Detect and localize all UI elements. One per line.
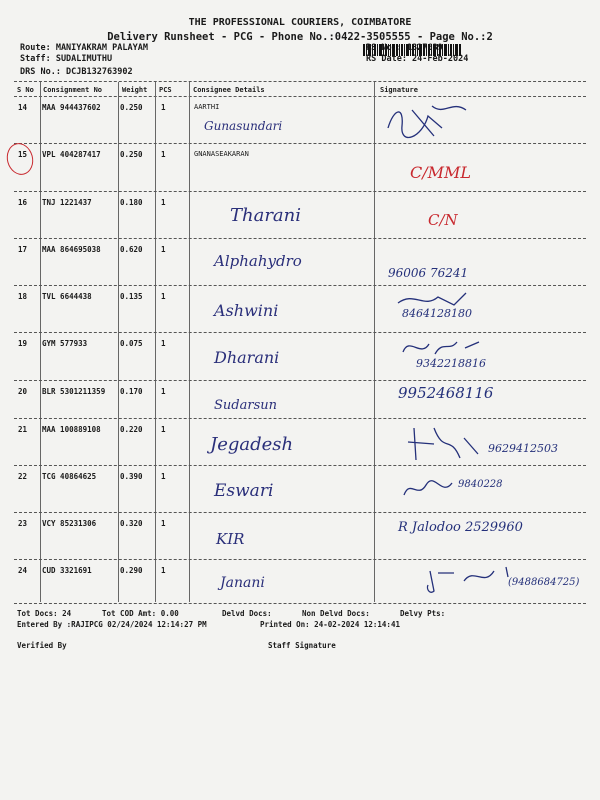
row-weight: 0.290: [120, 566, 143, 575]
row-consignment: GYM 577933: [42, 339, 88, 348]
verified-by-label: Verified By: [17, 641, 67, 650]
row-weight: 0.135: [120, 292, 143, 301]
table-row: [14, 145, 586, 191]
row-signature: 8464128180: [402, 307, 472, 320]
row-weight: 0.180: [120, 198, 143, 207]
row-consignee: AARTHI: [194, 103, 220, 111]
row-sno: 20: [18, 387, 28, 396]
table-row: [14, 467, 586, 513]
col-sno: S No: [17, 86, 34, 94]
table-row: [14, 334, 586, 380]
row-consignment: TCG 40864625: [42, 472, 97, 481]
total-docs: Tot Docs: 24: [17, 609, 72, 618]
table-row: [14, 193, 586, 239]
row-signature: 9342218816: [416, 357, 486, 370]
row-sno: 24: [18, 566, 28, 575]
table-row: [14, 287, 586, 333]
row-rule: [14, 465, 586, 466]
signature-scribble: [404, 424, 484, 464]
row-sno: 21: [18, 425, 28, 434]
row-handwritten-name: Dharani: [214, 348, 280, 367]
row-consignment: VCY 85231306: [42, 519, 97, 528]
signature-scribble: [399, 336, 489, 358]
table-row: [14, 514, 586, 560]
row-signature: 9840228: [458, 479, 503, 490]
row-handwritten-name: Jegadesh: [210, 434, 294, 455]
col-pcs: PCS: [159, 86, 172, 94]
row-weight: 0.250: [120, 150, 143, 159]
row-pcs: 1: [161, 387, 166, 396]
row-signature: (9488684725): [508, 577, 580, 588]
delivered-docs: Delvd Docs:: [222, 609, 272, 618]
col-consignment: Consignment No: [43, 86, 103, 94]
rs-number-field: RS No.: 1327639: [366, 43, 443, 53]
row-signature: R Jalodoo 2529960: [398, 520, 523, 535]
row-rule: [14, 191, 586, 192]
row-sno: 16: [18, 198, 28, 207]
table-top-rule: [14, 81, 586, 82]
staff-signature-label: Staff Signature: [268, 641, 336, 650]
delivery-points: Delvy Pts:: [400, 609, 446, 618]
non-delivered-docs: Non Delvd Docs:: [302, 609, 370, 618]
row-pcs: 1: [161, 245, 166, 254]
row-consignment: MAA 944437602: [42, 103, 101, 112]
col-weight: Weight: [122, 86, 148, 94]
row-consignment: TVL 6644438: [42, 292, 92, 301]
row-sno: 15: [18, 150, 28, 159]
row-sno: 19: [18, 339, 28, 348]
col-signature: Signature: [380, 86, 418, 94]
route-field: Route: MANIYAKRAM PALAYAM: [20, 43, 148, 53]
row-weight: 0.320: [120, 519, 143, 528]
row-pcs: 1: [161, 566, 166, 575]
row-consignment: CUD 3321691: [42, 566, 92, 575]
company-title: THE PROFESSIONAL COURIERS, COIMBATORE: [188, 17, 412, 28]
row-signature: C/MML: [410, 163, 472, 182]
row-pcs: 1: [161, 103, 166, 112]
row-sno: 18: [18, 292, 28, 301]
row-handwritten-name: Gunasundari: [204, 119, 283, 133]
runsheet-subtitle: Delivery Runsheet - PCG - Phone No.:0422-3505555 - Page No.:2: [107, 31, 493, 43]
row-rule: [14, 559, 586, 560]
row-sno: 23: [18, 519, 28, 528]
row-rule: [14, 418, 586, 419]
row-sno: 17: [18, 245, 28, 254]
row-handwritten-name: Tharani: [230, 205, 302, 226]
table-row: [14, 98, 586, 144]
drs-number-field: DRS No.: DCJB132763902: [20, 67, 133, 77]
row-signature: 96006 76241: [388, 266, 469, 280]
row-handwritten-name: Alphahydro: [214, 252, 302, 270]
row-handwritten-name: Sudarsun: [214, 398, 277, 413]
row-signature: 9629412503: [488, 442, 558, 455]
row-rule: [14, 512, 586, 513]
entered-by: Entered By :RAJIPCG 02/24/2024 12:14:27 PM: [17, 620, 207, 629]
row-pcs: 1: [161, 519, 166, 528]
row-rule: [14, 285, 586, 286]
signature-scribble: [424, 565, 514, 595]
rs-date-field: RS Date: 24-Feb-2024: [366, 54, 469, 64]
table-bottom-rule: [14, 603, 586, 604]
row-rule: [14, 332, 586, 333]
row-weight: 0.250: [120, 103, 143, 112]
row-consignment: MAA 100889108: [42, 425, 101, 434]
table-row: [14, 420, 586, 466]
signature-scribble: [398, 475, 458, 505]
row-pcs: 1: [161, 425, 166, 434]
row-consignment: VPL 404287417: [42, 150, 101, 159]
row-sno: 22: [18, 472, 28, 481]
table-row: [14, 240, 586, 286]
row-handwritten-name: Janani: [220, 575, 265, 591]
col-consignee: Consignee Details: [193, 86, 265, 94]
printed-on: Printed On: 24-02-2024 12:14:41: [260, 620, 400, 629]
row-rule: [14, 238, 586, 239]
table-row: [14, 561, 586, 607]
row-handwritten-name: Ashwini: [214, 301, 279, 320]
row-weight: 0.620: [120, 245, 143, 254]
row-weight: 0.170: [120, 387, 143, 396]
row-handwritten-name: Eswari: [214, 481, 274, 501]
total-cod-amount: Tot COD Amt: 0.00: [102, 609, 179, 618]
row-pcs: 1: [161, 150, 166, 159]
row-consignee: GNANASEAKARAN: [194, 150, 249, 158]
row-signature: C/N: [428, 211, 458, 229]
row-pcs: 1: [161, 292, 166, 301]
row-sno: 14: [18, 103, 28, 112]
row-pcs: 1: [161, 339, 166, 348]
row-handwritten-name: KIR: [216, 530, 245, 548]
table-header-rule: [14, 96, 586, 97]
signature-scribble: [382, 98, 482, 144]
row-pcs: 1: [161, 198, 166, 207]
row-weight: 0.220: [120, 425, 143, 434]
row-rule: [14, 380, 586, 381]
row-rule: [14, 143, 586, 144]
row-signature: 9952468116: [398, 384, 494, 402]
row-consignment: BLR 5301211359: [42, 387, 106, 396]
row-weight: 0.390: [120, 472, 143, 481]
row-pcs: 1: [161, 472, 166, 481]
row-weight: 0.075: [120, 339, 143, 348]
row-consignment: TNJ 1221437: [42, 198, 92, 207]
staff-field: Staff: SUDALIMUTHU: [20, 54, 113, 64]
row-consignment: MAA 864695038: [42, 245, 101, 254]
